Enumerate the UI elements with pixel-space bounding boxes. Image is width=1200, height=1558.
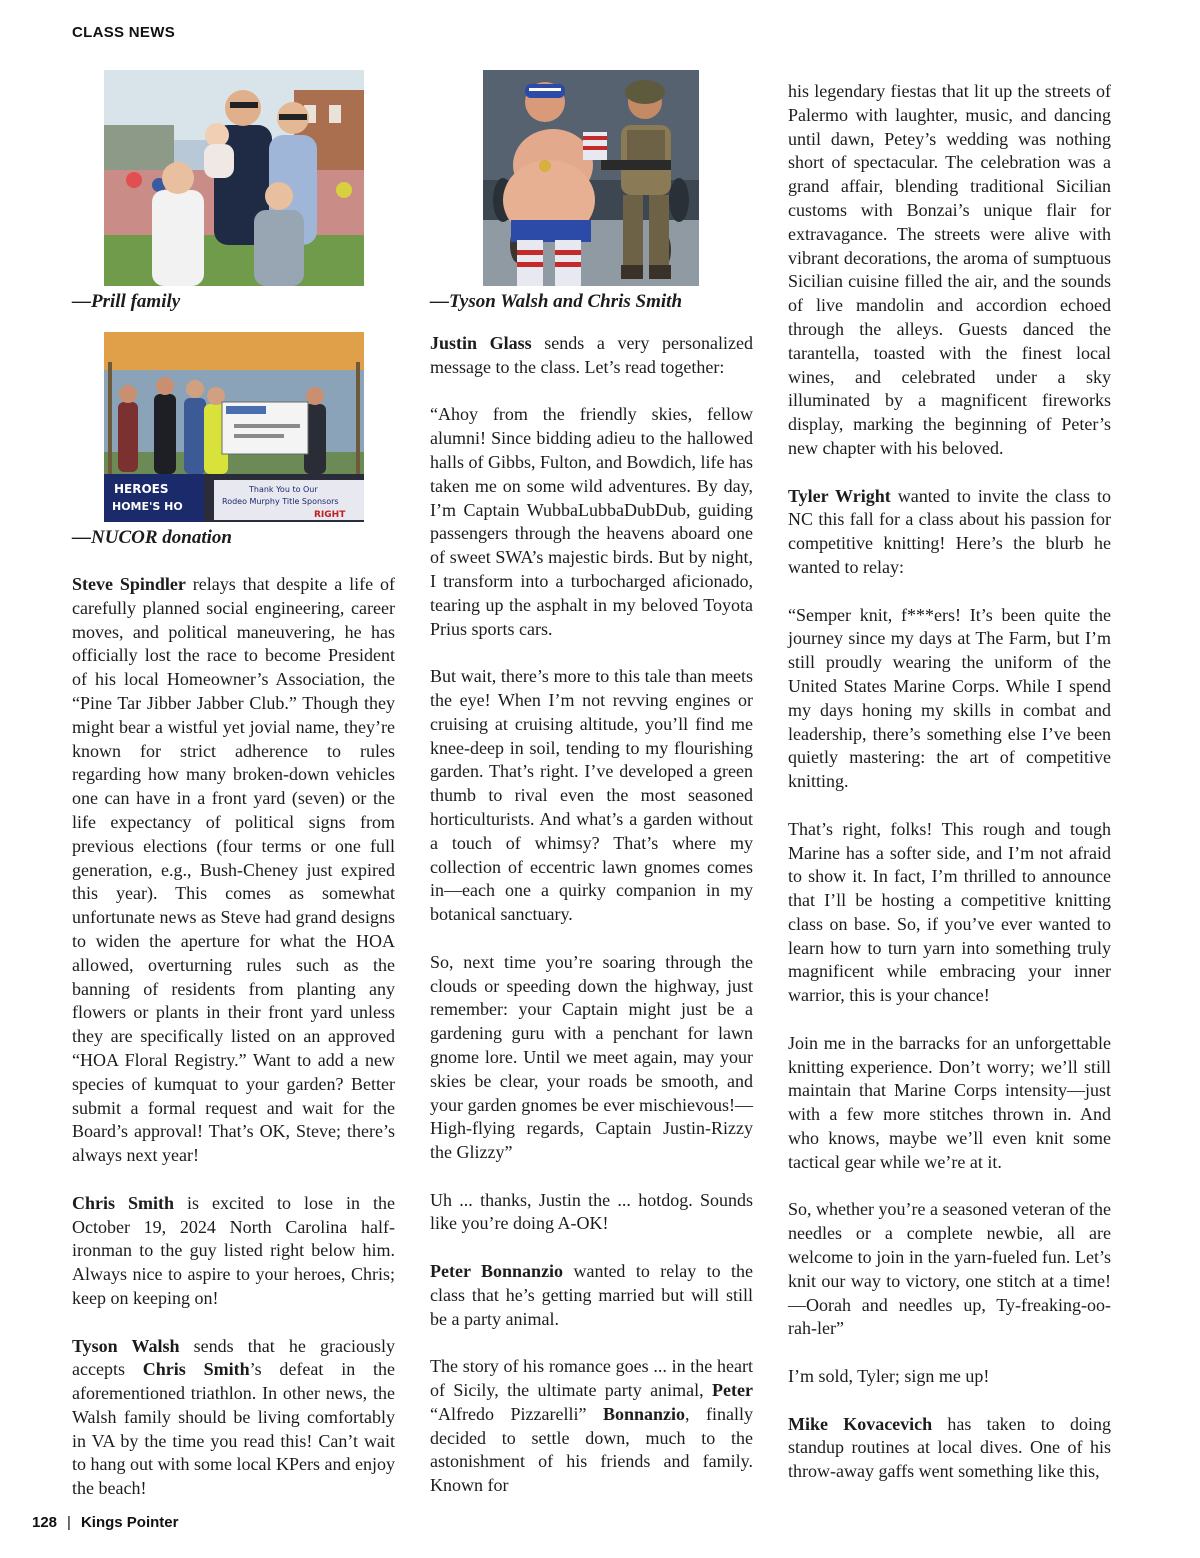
- page-footer: [32, 1514, 178, 1531]
- paragraph-text: has taken to doing standup routines at local dives. One of his throw-away gaffs went something like this,: [788, 1413, 1111, 1482]
- paragraph: Join me in the barracks for an unforgettable knitting experience. Don’t worry; we’ll still maintain that Marine Corps intensity—just with a few more stitches thrown in. And who knows, maybe we’ll even knit some tactical gear while we’re at it.: [788, 1032, 1111, 1172]
- footer-separator: |: [67, 1514, 71, 1531]
- paragraph-text: The story of his romance goes ... in the heart of Sicily, the ultimate party animal,: [430, 1356, 753, 1401]
- paragraph: [72, 1335, 395, 1502]
- paragraph: [72, 573, 395, 1168]
- person-name: Peter Bonnanzio: [430, 1261, 564, 1282]
- banner-text: Thank You to Our: [249, 485, 318, 494]
- paragraph: [788, 485, 1111, 580]
- paragraph: “Semper knit, f***ers! It’s been quite the journey since my days at The Farm, but I’m still proudly wearing the uniform of the United States Marine Corps. While I spend my days honing my skills in combat and leadership, there’s something else I’ve been quietly mastering: the art of competitive knitting.: [788, 604, 1111, 792]
- prill-family-photo: [104, 70, 364, 286]
- person-name: Justin Glass: [430, 333, 532, 353]
- banner-text: RIGHT: [314, 510, 346, 520]
- person-name: Tyson Walsh: [72, 1335, 180, 1356]
- person-name: Chris Smith: [142, 1359, 250, 1380]
- paragraph-text: relays that despite a life of carefully planned social engineering, career moves, and political maneuvering, he has officially lost the race to become President of his local Homeowner’s Association, the “Pine Tar Jibber Jabber Club.” Though they might bear a wistful yet jovial name, they’re known for strict adherence to rules regarding how many broken-down vehicles one can have in a front yard (seven) or the life expectancy of political signs from previous elections (four terms or one full generation, e.g., Bush-Cheney just expired this year). This comes as somewhat unfortunate news as Steve had grand designs to widen the aperture for what the HOA allowed, overturning rules such as the banning of residents from planting any flowers or plants in their front yard unless they are specifically listed on an approved “HOA Floral Registry.” Want to add a new species of kumquat to your garden? Better submit a formal request and wait for the Board’s approval! That’s OK, Steve; there’s always next year!: [72, 574, 395, 1166]
- person-name: Peter: [712, 1380, 753, 1401]
- paragraph-text: sends a very personalized message to the class. Let’s read together:: [430, 333, 753, 377]
- photo-caption: —Prill family: [72, 291, 181, 312]
- paragraph-text: wanted to invite the class to NC this fall for a class about his passion for competitive knitting! Here’s the blurb he wanted to relay:: [788, 485, 1112, 577]
- paragraph: So, next time you’re soaring through the clouds or speeding down the highway, just remember: your Captain might just be a gardening guru with a penchant for lawn gnome lore. Until we meet again, may your skies be clear, your roads be smooth, and your garden gnomes be ever mischievous!—High-flying regards, Captain Justin-Rizzy the Glizzy”: [430, 951, 753, 1163]
- walsh-smith-photo: [483, 70, 699, 286]
- paragraph: [430, 1260, 753, 1331]
- paragraph-text: sends that he graciously accepts: [72, 1335, 395, 1380]
- paragraph: But wait, there’s more to this tale than meets the eye! When I’m not revving engines or cruising at cruising altitude, you’ll find me knee-deep in soil, tending to my flourishing garden. That’s right. I’ve developed a green thumb to rival even the most seasoned horticulturists. And what’s a garden without a touch of whimsy? That’s where my collection of eccentric lawn gnomes comes in—each one a quirky companion in my botanical sanctuary.: [430, 666, 753, 925]
- paragraph: That’s right, folks! This rough and tough Marine has a softer side, and I’m not afraid to show it. In fact, I’m thrilled to announce that I’ll be hosting a competitive knitting class on base. So, if you’ve ever wanted to learn how to turn yarn into something truly magnificent while embracing your inner warrior, this is your chance!: [788, 818, 1111, 1006]
- paragraph-text: , finally decided to settle down, much to the astonishment of his friends and family. Known for: [430, 1403, 753, 1496]
- section-header: CLASS NEWS: [72, 24, 176, 41]
- paragraph: [430, 1355, 753, 1498]
- paragraph: So, whether you’re a seasoned veteran of the needles or a complete newbie, all are welcome to join in the yarn-fueled fun. Let’s knit our way to victory, one stitch at a time! —Oorah and needles up, Ty-freaking-oo-rah-ler”: [788, 1199, 1111, 1339]
- person-name: Tyler Wright: [788, 485, 891, 506]
- person-name: Mike Kovacevich: [788, 1413, 933, 1434]
- banner-text: Rodeo Murphy Title Sponsors: [222, 497, 339, 506]
- paragraph: I’m sold, Tyler; sign me up!: [788, 1366, 990, 1387]
- paragraph: [72, 1192, 395, 1311]
- column-1: [72, 70, 395, 1501]
- paragraph: “Ahoy from the friendly skies, fellow alumni! Since bidding adieu to the hallowed halls of Gibbs, Fulton, and Bowdich, life has taken me on some wild adventures. By day, I’m Captain WubbaLubbaDubDub, guiding passengers through the heavens aboard one of sweet SWA’s majestic birds. But by night, I transform into a turbocharged aficionado, tearing up the asphalt in my beloved Toyota Prius sports cars.: [430, 404, 753, 639]
- banner-text: HOME'S HO: [112, 500, 183, 513]
- photo-caption: —NUCOR donation: [72, 527, 232, 548]
- paragraph-text: ’s defeat in the aforementioned triathlon. In other news, the Walsh family should be living comfortably in VA by the time you read this! Can’t wait to hang out with some local KPers and enjoy the beach!: [72, 1359, 395, 1499]
- paragraph-text: “Alfredo Pizzarelli”: [430, 1403, 603, 1424]
- paragraph: his legendary fiestas that lit up the streets of Palermo with laughter, music, and dancing until dawn, Petey’s wedding was nothing short of spectacular. The celebration was a grand affair, blending traditional Sicilian customs with Bonzai’s unique flair for extravagance. The streets were alive with vibrant decorations, the aroma of sumptuous Sicilian cuisine filled the air, and the sounds of live mandolin and accordion echoed through the alleys. Guests danced the tarantella, toasted with the finest local wines, and celebrated under a sky illuminated by a magnificent fireworks display, marking the beginning of Peter’s new chapter with his beloved.: [788, 81, 1111, 458]
- paragraph: Uh ... thanks, Justin the ... hotdog. Sounds like you’re doing A-OK!: [430, 1189, 753, 1234]
- banner-text: HEROES: [114, 482, 169, 496]
- photo-caption: —Tyson Walsh and Chris Smith: [430, 291, 683, 312]
- paragraph-text: wanted to relay to the class that he’s getting married but will still be a party animal.: [430, 1261, 753, 1329]
- person-name: Chris Smith: [72, 1192, 175, 1213]
- person-name: Steve Spindler: [72, 574, 186, 594]
- paragraph: [788, 1413, 1111, 1484]
- paragraph-text: is excited to lose in the October 19, 2024 North Carolina half-ironman to the guy listed right below him. Always nice to aspire to your heroes, Chris; keep on keeping on!: [72, 1192, 396, 1308]
- page-number: 128: [32, 1514, 58, 1531]
- publication-name: Kings Pointer: [80, 1514, 179, 1531]
- paragraph: [430, 332, 753, 380]
- column-2: [430, 70, 753, 1498]
- person-name: Bonnanzio: [602, 1403, 685, 1424]
- nucor-donation-photo: [104, 332, 364, 522]
- column-3: [788, 80, 1111, 1484]
